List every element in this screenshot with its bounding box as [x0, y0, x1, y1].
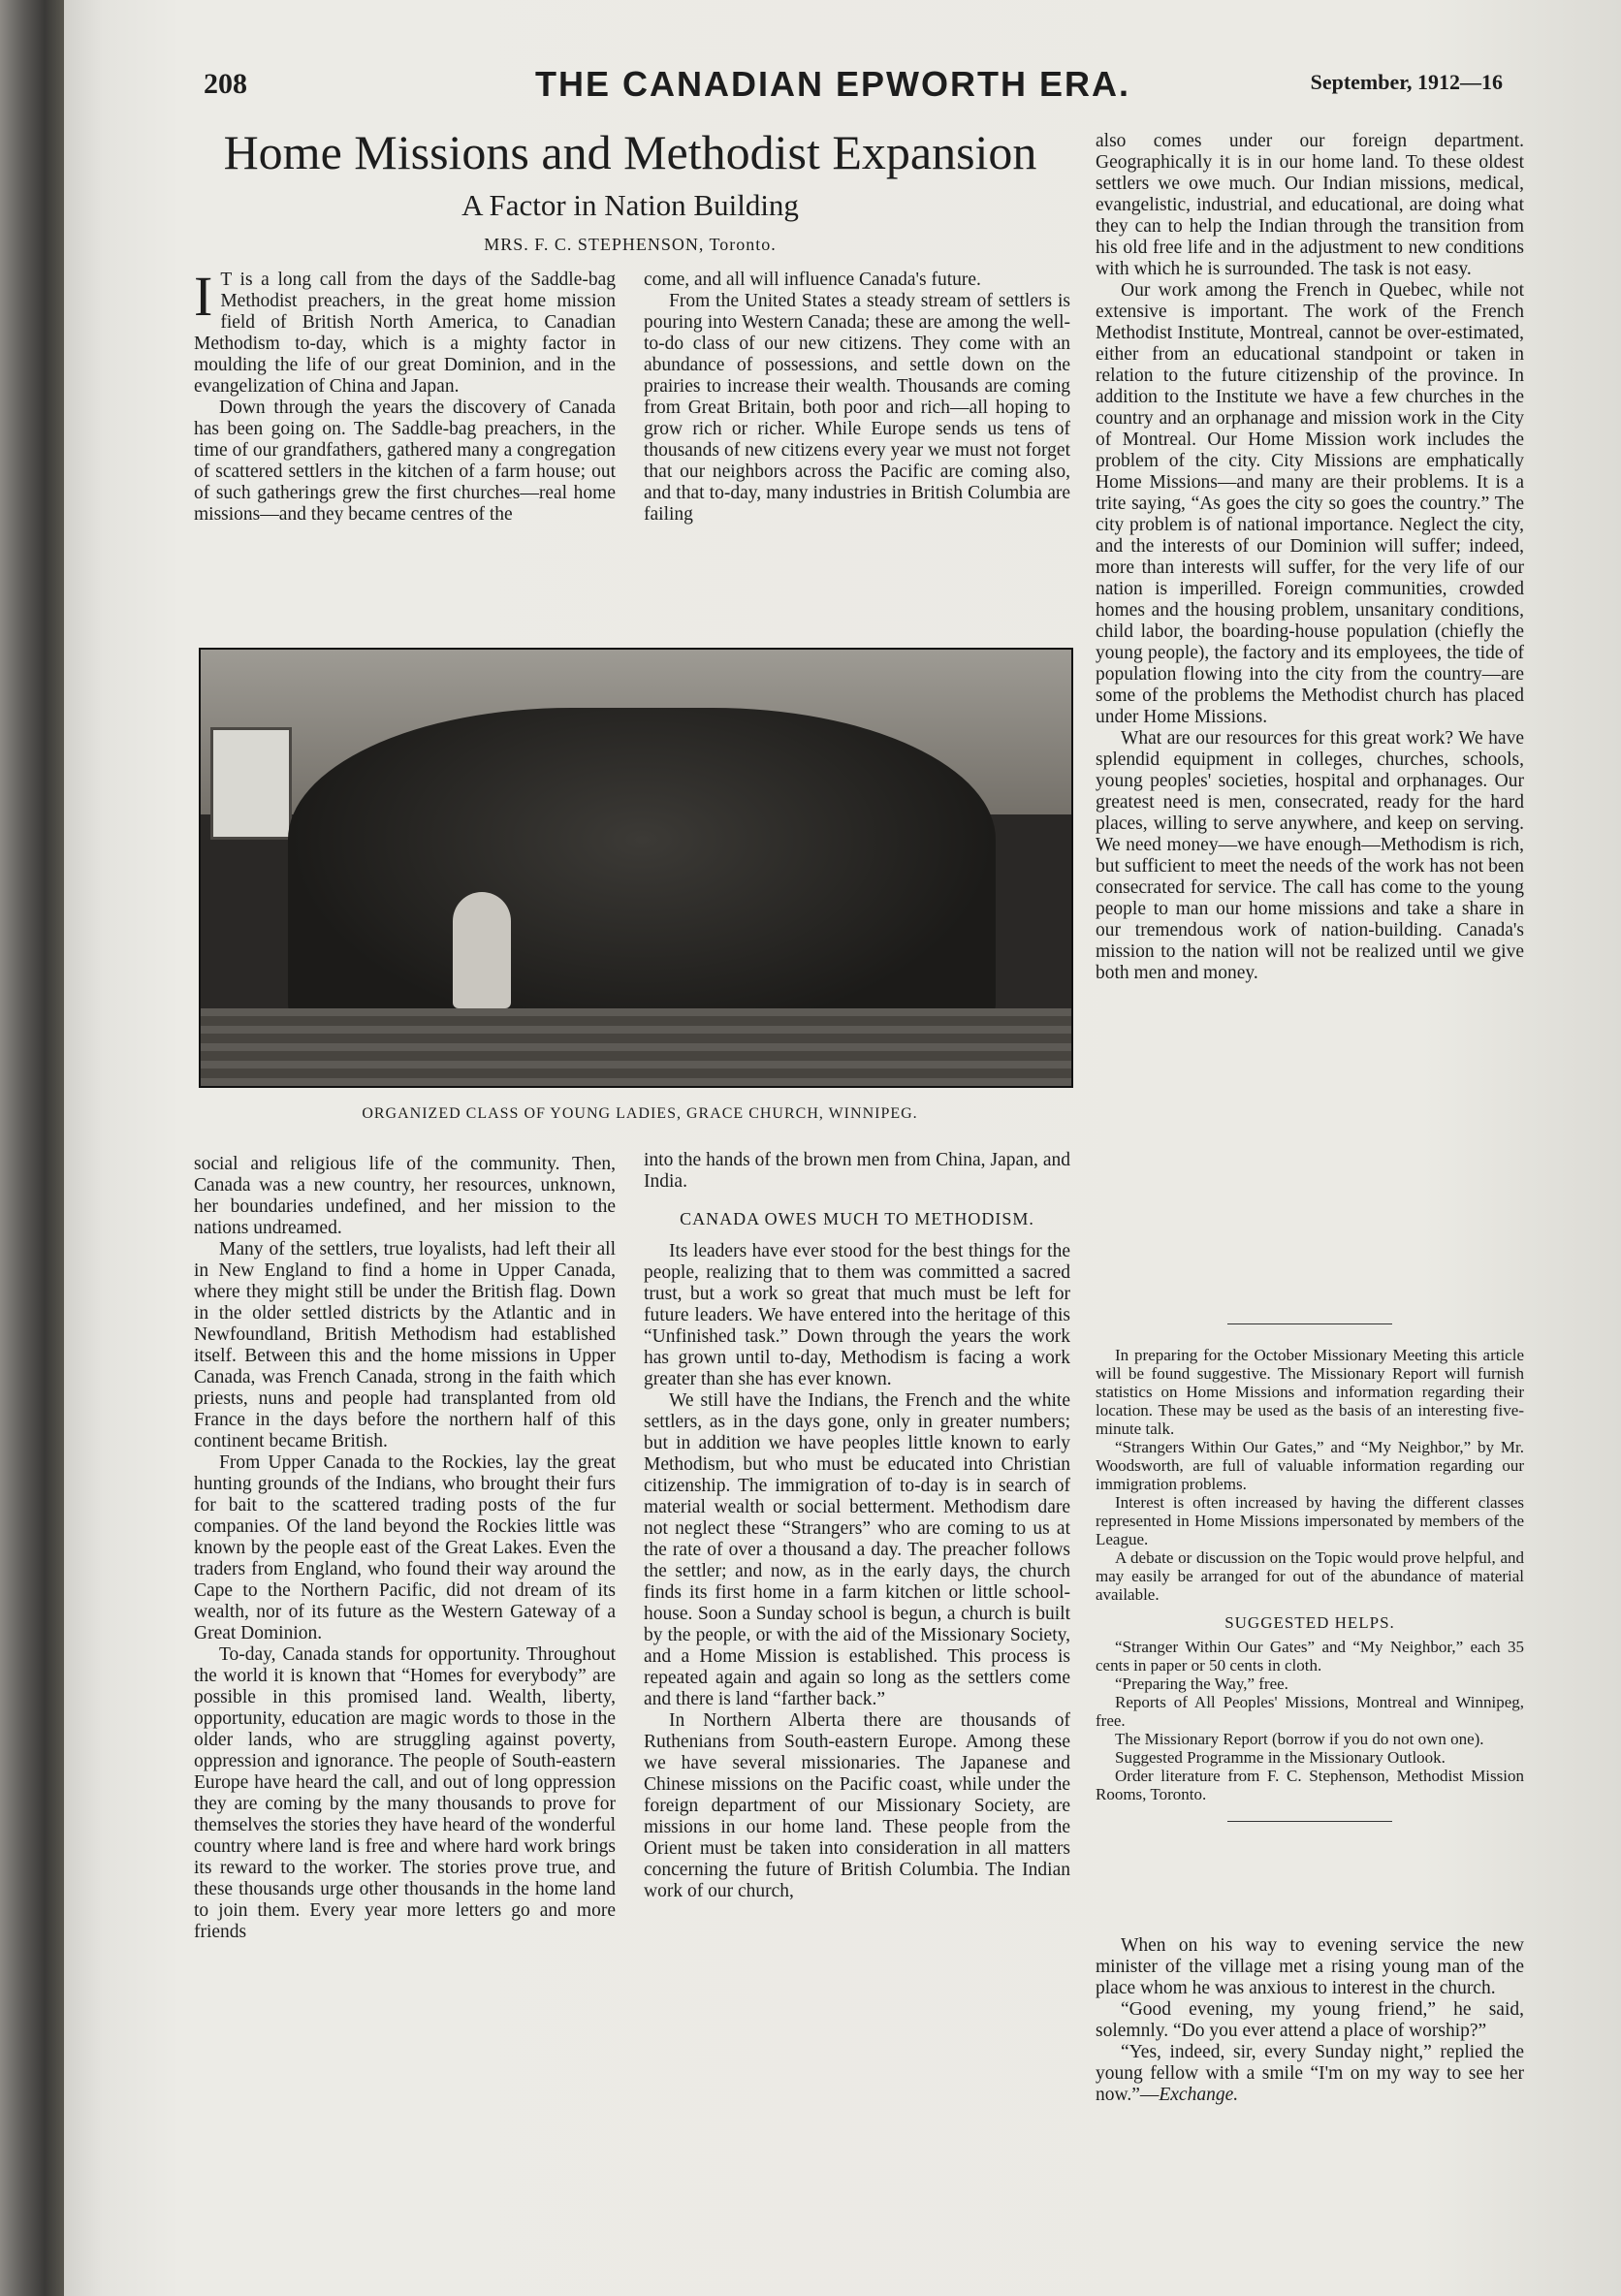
photo-group-of-women — [288, 708, 996, 1037]
article-subtitle: A Factor in Nation Building — [461, 188, 799, 222]
photo-white-dress — [453, 892, 511, 1008]
paragraph: To-day, Canada stands for opportunity. Throughout the world it is known that “Homes for everybody” are possible in this promised land. Wealth, liberty, opportunity, education are magic words to those in the older lands, who are struggling against poverty, oppression and ignorance. The people of South-eastern Europe have heard the call, and out of long oppression they are coming by the many thousands to prove for themselves the stories they have heard of the wonderful country where land is free and where hard work brings its reward to the worker. The stories prove true, and these thousands urge other thousands in the home land to join them. Every year more letters go and more friends — [194, 1644, 616, 1942]
photo-window — [210, 727, 292, 840]
paragraph: From the United States a steady stream of settlers is pouring into Western Canada; these are among the well-to-do class of our new citizens. They come with an abundance of possessions, and settle down on the prairies to increase their wealth. Thousands are coming from Great Britain, both poor and rich—all hoping to grow rich or richer. While Europe sends us tens of thousands of new citizens every year we must not forget that our neighbors across the Pacific are coming also, and that to-day, many industries in British Columbia are failing — [644, 291, 1070, 525]
help-item: “Stranger Within Our Gates” and “My Neighbor,” each 35 cents in paper or 50 cents in cloth. — [1096, 1638, 1524, 1674]
paragraph: into the hands of the brown men from China, Japan, and India. — [644, 1150, 1070, 1192]
help-item: The Missionary Report (borrow if you do not own one). — [1115, 1730, 1484, 1748]
paragraph: come, and all will influence Canada's future. — [644, 270, 981, 290]
help-item: Reports of All Peoples' Missions, Montreal and Winnipeg, free. — [1096, 1693, 1524, 1730]
missionary-meeting-note — [1096, 1323, 1524, 1896]
paragraph: Our work among the French in Quebec, while not extensive is important. The work of the French Methodist Institute, Montreal, cannot be over-estimated, either from an educational standpoint or taken in relation to the future citizenship of the province. In addition to the Institute we have a few churches in the country and an orphanage and mission work in the City of Montreal. Our Home Mission work includes the problem of the city. City Missions are emphatically Home Missions—and many are their problems. It is a trite saying, “As goes the city so goes the country.” The city problem is of national importance. Neglect the city, and the interests of our Dominion will suffer; indeed, more than interests will suffer, for the very life of our nation is imperilled. Foreign communities, crowded homes and the housing problem, unsanitary conditions, child labor, the boarding-house population (chiefly the young people), the factory and its employees, the tide of population flowing into the city from the country—are some of the problems the Methodist church has placed under Home Missions. — [1096, 280, 1524, 727]
paragraph: Its leaders have ever stood for the best things for the people, realizing that to them was committed a sacred trust, but a work so great that much must be left for future leaders. We have entered into the heritage of this “Unfinished task.” Down through the years the work has grown until to-day, Methodism is facing a work greater than she has ever known. — [644, 1241, 1070, 1389]
anecdote-paragraph: “Good evening, my young friend,” he said, solemnly. “Do you ever attend a place of worship?” — [1096, 1999, 1524, 2041]
anecdote-last-line: “Yes, indeed, sir, every Sunday night,” replied the young fellow with a smile “I'm on my way to see her now.” — [1096, 2042, 1524, 2105]
divider-rule — [1227, 1323, 1392, 1324]
column-1-top — [194, 270, 616, 621]
paragraph: What are our resources for this great work? We have splendid equipment in colleges, churches, schools, young peoples' societies, hospital and orphanages. Our greatest need is men, consecrated, ready for the hard places, willing to serve anywhere, and keep on serving. We need money—we have enough—Methodism is rich, but sufficient to meet the needs of the work has not been consecrated for service. The call has come to the young people to man our home missions and take a share in our tremendous work of nation-building. Canada's mission to the nation will not be realized until we give both men and money. — [1096, 728, 1524, 983]
note-paragraph: A debate or discussion on the Topic would prove helpful, and may easily be arranged for out of the abundance of material available. — [1096, 1548, 1524, 1604]
anecdote-paragraph: When on his way to evening service the new minister of the village met a rising young man of the place whom he was anxious to interest in the church. — [1096, 1935, 1524, 1998]
issue-date: September, 1912—16 — [1310, 70, 1503, 94]
anecdote-source: Exchange. — [1159, 2085, 1239, 2105]
photo-steps — [201, 1008, 1071, 1086]
article-author: MRS. F. C. STEPHENSON, Toronto. — [484, 235, 777, 254]
photo-caption: ORGANIZED CLASS OF YOUNG LADIES, GRACE CHURCH, WINNIPEG. — [362, 1105, 918, 1122]
paragraph: social and religious life of the community. Then, Canada was a new country, her resources, unknown, her boundaries undefined, and her mission to the nations undreamed. — [194, 1154, 616, 1238]
book-binding — [0, 0, 64, 2296]
column-1-bottom — [194, 1154, 616, 2182]
drop-cap: I — [194, 270, 213, 328]
help-item: “Preparing the Way,” free. — [1115, 1674, 1288, 1693]
running-header — [204, 64, 1561, 107]
group-photograph — [199, 648, 1073, 1088]
column-2-top — [644, 270, 1070, 621]
note-paragraph: In preparing for the October Missionary Meeting this article will be found suggestive. The Missionary Report will furnish statistics on Home Missions and information regarding their location. These may be used as the basis of an interesting five-minute talk. — [1096, 1346, 1524, 1438]
note-paragraph: Interest is often increased by having the different classes represented in Home Missions impersonated by members of the League. — [1096, 1493, 1524, 1548]
paragraph: also comes under our foreign department. Geographically it is in our home land. To these oldest settlers we owe much. Our Indian missions, medical, evangelistic, industrial, and educational, are doing what they can to help the Indian through the transition from his old free life and in the adjustment to new conditions with which he is surrounded. The task is not easy. — [1096, 131, 1524, 279]
magazine-title: THE CANADIAN EPWORTH ERA. — [535, 64, 1130, 104]
column-3 — [1096, 131, 1524, 1294]
paragraph: We still have the Indians, the French and the white settlers, as in the days gone, only in greater numbers; but in addition we have peoples little known to early Methodism, but who must be educated into Christian citizenship. The immigration of to-day is in search of material wealth or social betterment. Methodism dare not neglect these “Strangers” who are coming to us at the rate of over a thousand a day. The preacher follows the settler; and now, as in the early days, the church finds its first home in a farm kitchen or little school-house. Soon a Sunday school is begun, a church is built by the people, or with the aid of the Missionary Society, and a Home Mission is established. This process is repeated again and again so long as the settlers come and there is land “farther back.” — [644, 1390, 1070, 1709]
paragraph: From Upper Canada to the Rockies, lay the great hunting grounds of the Indians, who brought their furs for bait to the scattered trading posts of the fur companies. Of the land beyond the Rockies little was known by the people east of the Great Lakes. Even the traders from England, who found their way around the Cape to the Northern Pacific, did not dream of its wealth, nor of its future as the Western Gateway of a Great Dominion. — [194, 1452, 616, 1643]
help-item: Order literature from F. C. Stephenson, Methodist Mission Rooms, Toronto. — [1096, 1767, 1524, 1803]
paragraph: T is a long call from the days of the Saddle-bag Methodist preachers, in the great home mission field of British North America, to Canadian Methodism to-day, which is a mighty factor in moulding the life of our great Dominion, and in the evangelization of China and Japan. — [194, 270, 616, 397]
article-title: Home Missions and Methodist Expansion — [223, 125, 1037, 179]
help-item: Suggested Programme in the Missionary Outlook. — [1115, 1748, 1446, 1767]
paragraph: Many of the settlers, true loyalists, had left their all in New England to find a home in Upper Canada, where they might still be under the British flag. Down in the older settled districts by the Atlantic and in Newfoundland, British Methodism had established itself. Between this and the home missions in Upper Canada, was French Canada, strong in the faith which priests, nuns and people had transplanted from old France in the days before the northern half of this continent became British. — [194, 1239, 616, 1451]
anecdote — [1096, 1935, 1524, 2187]
anecdote-paragraph: “Yes, indeed, sir, every Sunday night,” replied the young fellow with a smile “I'm on my way to see her now.”—Exchange. — [1096, 2042, 1524, 2105]
note-paragraph: “Strangers Within Our Gates,” and “My Neighbor,” by Mr. Woodsworth, are full of valuable information regarding our immigration problems. — [1096, 1438, 1524, 1493]
divider-rule — [1227, 1821, 1392, 1822]
section-heading: CANADA OWES MUCH TO METHODISM. — [680, 1209, 1034, 1228]
column-2-bottom — [644, 1150, 1070, 2182]
paragraph: Down through the years the discovery of Canada has been going on. The Saddle-bag preachers, in the time of our grandfathers, gathered many a congregation of scattered settlers in the kitchen of a farm house; out of such gatherings grew the first churches—real home missions—and they became centres of the — [194, 398, 616, 525]
suggested-helps-heading: SUGGESTED HELPS. — [1224, 1613, 1395, 1632]
page-number: 208 — [204, 68, 247, 100]
paragraph: In Northern Alberta there are thousands of Ruthenians from South-eastern Europe. Among these we have several missionaries. The Japanese and Chinese missions on the Pacific coast, while under the foreign department of our Missionary Society, are missions in our home land. These people from the Orient must be taken into consideration in all matters concerning the future of British Columbia. The Indian work of our church, — [644, 1710, 1070, 1901]
